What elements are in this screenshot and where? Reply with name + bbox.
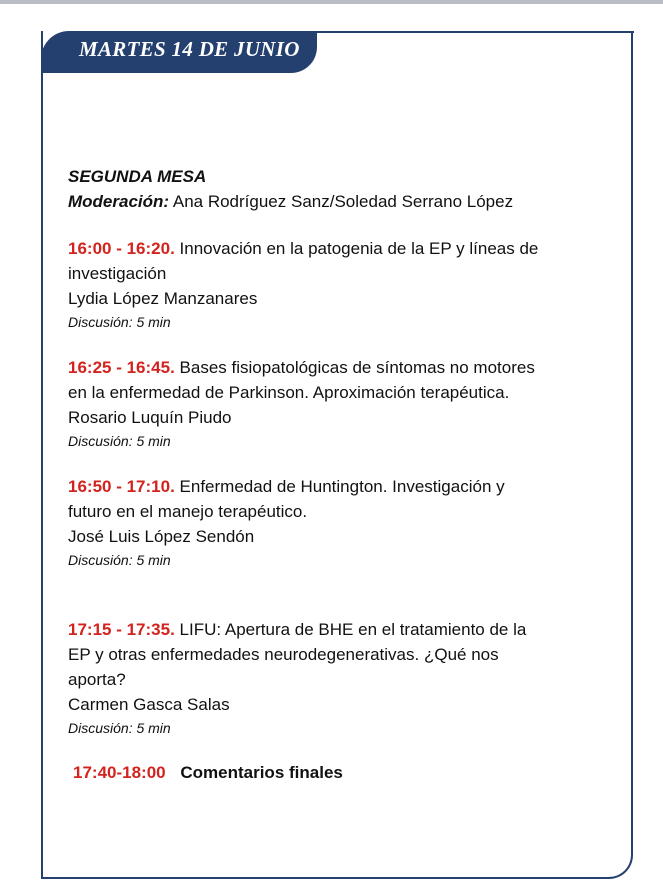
session-title [68,617,628,642]
frame-top-border [300,31,634,33]
day-header-tab [41,31,317,73]
session-speaker: Rosario Luquín Piudo [68,408,232,427]
session-discussion: Discusión: 5 min [68,552,171,568]
session-title [68,474,628,499]
top-stripe [0,0,663,4]
session-discussion: Discusión: 5 min [68,433,171,449]
session-time: 17:15 - 17:35. [68,620,175,639]
session-title-line: EP y otras enfermedades neurodegenerativas. ¿Qué nos [68,645,499,664]
session-title [68,236,628,261]
final-label: Comentarios finales [180,763,343,782]
moderation-names: Ana Rodríguez Sanz/Soledad Serrano López [172,192,514,211]
session-title-line: Enfermedad de Huntington. Investigación y [179,477,505,496]
session-speaker: José Luis López Sendón [68,527,255,546]
day-header-text: MARTES 14 DE JUNIO [79,37,300,61]
session-2 [68,355,628,452]
session-title [68,355,628,380]
program-content [68,164,628,785]
session-1 [68,236,628,333]
session-discussion: Discusión: 5 min [68,314,171,330]
session-title-line: aporta? [68,670,126,689]
moderation-label: Moderación: [68,192,170,211]
session-title-line: en la enfermedad de Parkinson. Aproximación terapéutica. [68,383,510,402]
session-title-line: futuro en el manejo terapéutico. [68,502,308,521]
moderation-line [68,189,628,214]
final-time: 17:40-18:00 [73,763,166,782]
session-title-line: Bases fisiopatológicas de síntomas no motores [179,358,535,377]
final-comments [73,760,628,785]
session-3 [68,474,628,571]
session-time: 16:00 - 16:20. [68,239,175,258]
session-speaker: Lydia López Manzanares [68,289,258,308]
session-time: 16:50 - 17:10. [68,477,175,496]
mesa-title: SEGUNDA MESA [68,167,207,186]
session-discussion: Discusión: 5 min [68,720,171,736]
session-speaker: Carmen Gasca Salas [68,695,230,714]
session-title-line: LIFU: Apertura de BHE en el tratamiento de la [179,620,527,639]
session-4 [68,617,628,739]
session-title-line: Innovación en la patogenia de la EP y líneas de [179,239,539,258]
session-time: 16:25 - 16:45. [68,358,175,377]
session-title-line: investigación [68,264,167,283]
